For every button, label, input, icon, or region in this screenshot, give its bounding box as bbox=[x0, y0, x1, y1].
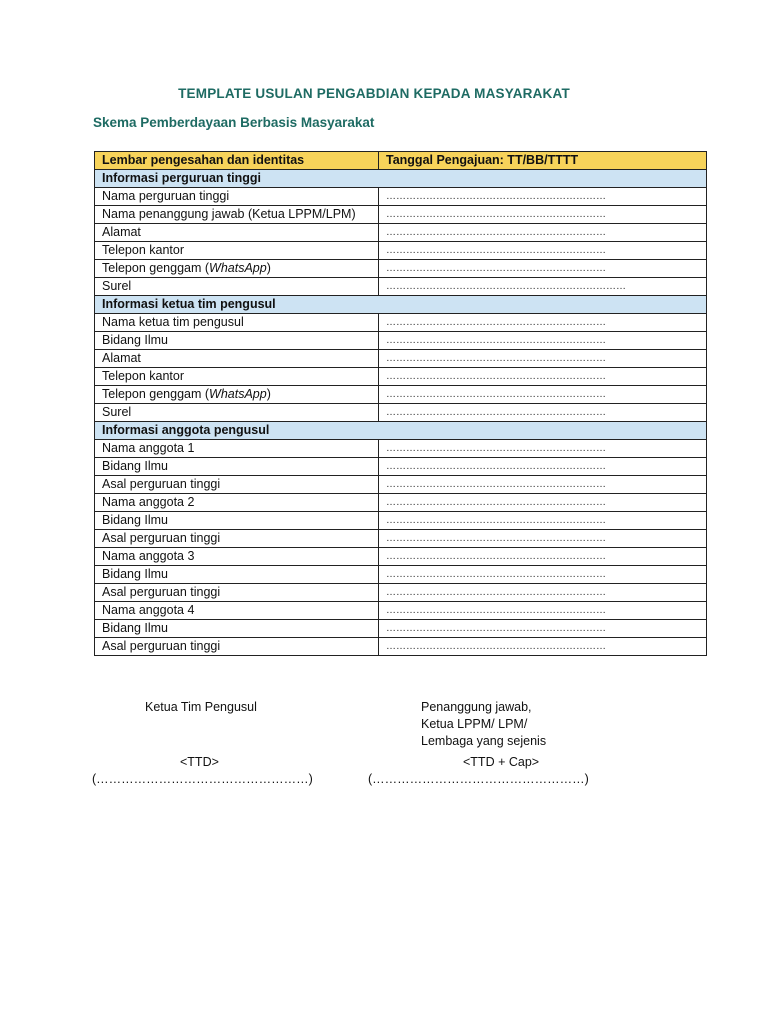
field-label: Bidang Ilmu bbox=[95, 458, 379, 476]
section-header-row bbox=[95, 170, 707, 188]
field-value-placeholder[interactable]: ………………………………………………………… bbox=[379, 458, 707, 476]
field-label-text: Telepon genggam ( bbox=[102, 261, 210, 275]
table-row bbox=[95, 260, 707, 278]
field-label: Nama ketua tim pengusul bbox=[95, 314, 379, 332]
table-row bbox=[95, 602, 707, 620]
field-value-placeholder[interactable]: ………………………………………………………… bbox=[379, 512, 707, 530]
signature-left-placeholder: <TTD> bbox=[180, 755, 219, 769]
field-label: Alamat bbox=[95, 224, 379, 242]
field-value-placeholder[interactable]: ………………………………………………………… bbox=[379, 386, 707, 404]
field-label: Nama anggota 4 bbox=[95, 602, 379, 620]
close-paren: ) bbox=[266, 261, 271, 275]
section-title: Informasi perguruan tinggi bbox=[95, 170, 707, 188]
table-row bbox=[95, 476, 707, 494]
table-row bbox=[95, 566, 707, 584]
field-value-placeholder[interactable]: ………………………………………………………… bbox=[379, 638, 707, 656]
field-value-placeholder[interactable]: ………………………………………………………… bbox=[379, 620, 707, 638]
table-row bbox=[95, 440, 707, 458]
field-value-placeholder[interactable]: ………………………………………………………… bbox=[379, 242, 707, 260]
field-label: Asal perguruan tinggi bbox=[95, 530, 379, 548]
header-right-cell: Tanggal Pengajuan: TT/BB/TTTT bbox=[379, 152, 707, 170]
field-label: Nama anggota 2 bbox=[95, 494, 379, 512]
field-label: Bidang Ilmu bbox=[95, 512, 379, 530]
table-row bbox=[95, 404, 707, 422]
field-label: Asal perguruan tinggi bbox=[95, 476, 379, 494]
table-row bbox=[95, 494, 707, 512]
field-label: Bidang Ilmu bbox=[95, 620, 379, 638]
section-header-row bbox=[95, 422, 707, 440]
field-label: Nama perguruan tinggi bbox=[95, 188, 379, 206]
signature-right-name-line[interactable]: (……………………………………………) bbox=[368, 772, 589, 786]
field-value-placeholder[interactable]: ………………………………………………………… bbox=[379, 494, 707, 512]
field-label: Nama anggota 3 bbox=[95, 548, 379, 566]
close-paren: ) bbox=[266, 387, 271, 401]
document-title: TEMPLATE USULAN PENGABDIAN KEPADA MASYARAKAT bbox=[178, 86, 570, 101]
field-label: Nama anggota 1 bbox=[95, 440, 379, 458]
field-value-placeholder[interactable]: ………………………………………………………… bbox=[379, 476, 707, 494]
table-row bbox=[95, 458, 707, 476]
field-label: Asal perguruan tinggi bbox=[95, 638, 379, 656]
field-label: Telepon kantor bbox=[95, 242, 379, 260]
header-left-cell: Lembar pengesahan dan identitas bbox=[95, 152, 379, 170]
section-title: Informasi ketua tim pengusul bbox=[95, 296, 707, 314]
signature-right-role-line: Penanggung jawab, bbox=[421, 700, 532, 714]
field-value-placeholder[interactable]: ………………………………………………………… bbox=[379, 350, 707, 368]
whatsapp-label: WhatsApp bbox=[209, 387, 267, 401]
table-row bbox=[95, 350, 707, 368]
field-value-placeholder[interactable]: ………………………………………………………… bbox=[379, 332, 707, 350]
field-value-placeholder[interactable]: ……………………………………………………………… bbox=[379, 278, 707, 296]
field-label: Nama penanggung jawab (Ketua LPPM/LPM) bbox=[95, 206, 379, 224]
signature-right-role-line: Ketua LPPM/ LPM/ bbox=[421, 717, 528, 731]
signature-right-role-line: Lembaga yang sejenis bbox=[421, 734, 547, 748]
field-value-placeholder[interactable]: ………………………………………………………… bbox=[379, 206, 707, 224]
field-label bbox=[95, 386, 379, 404]
signature-right-placeholder: <TTD + Cap> bbox=[463, 755, 540, 769]
document-subtitle: Skema Pemberdayaan Berbasis Masyarakat bbox=[93, 115, 375, 130]
signature-right-role bbox=[421, 699, 546, 750]
field-label-text: Telepon genggam ( bbox=[102, 387, 210, 401]
field-value-placeholder[interactable]: ………………………………………………………… bbox=[379, 224, 707, 242]
table-row bbox=[95, 620, 707, 638]
field-label: Alamat bbox=[95, 350, 379, 368]
table-row bbox=[95, 386, 707, 404]
table-row bbox=[95, 206, 707, 224]
whatsapp-label: WhatsApp bbox=[209, 261, 267, 275]
field-label: Bidang Ilmu bbox=[95, 332, 379, 350]
field-value-placeholder[interactable]: ………………………………………………………… bbox=[379, 530, 707, 548]
field-value-placeholder[interactable]: ………………………………………………………… bbox=[379, 368, 707, 386]
table-row bbox=[95, 278, 707, 296]
table-row bbox=[95, 530, 707, 548]
table-row bbox=[95, 332, 707, 350]
table-row bbox=[95, 584, 707, 602]
field-label: Bidang Ilmu bbox=[95, 566, 379, 584]
field-value-placeholder[interactable]: ………………………………………………………… bbox=[379, 602, 707, 620]
field-value-placeholder[interactable]: ………………………………………………………… bbox=[379, 566, 707, 584]
field-value-placeholder[interactable]: ………………………………………………………… bbox=[379, 314, 707, 332]
field-value-placeholder[interactable]: ………………………………………………………… bbox=[379, 584, 707, 602]
signature-left-role: Ketua Tim Pengusul bbox=[145, 700, 257, 714]
identity-form-table bbox=[94, 151, 707, 656]
signature-left-name-line[interactable]: (……………………………………………) bbox=[92, 772, 313, 786]
field-label bbox=[95, 260, 379, 278]
field-value-placeholder[interactable]: ………………………………………………………… bbox=[379, 188, 707, 206]
section-title: Informasi anggota pengusul bbox=[95, 422, 707, 440]
field-value-placeholder[interactable]: ………………………………………………………… bbox=[379, 440, 707, 458]
table-row bbox=[95, 314, 707, 332]
table-row bbox=[95, 368, 707, 386]
field-value-placeholder[interactable]: ………………………………………………………… bbox=[379, 548, 707, 566]
table-row bbox=[95, 548, 707, 566]
table-row bbox=[95, 242, 707, 260]
section-header-row bbox=[95, 296, 707, 314]
field-label: Telepon kantor bbox=[95, 368, 379, 386]
field-value-placeholder[interactable]: ………………………………………………………… bbox=[379, 404, 707, 422]
field-label: Surel bbox=[95, 278, 379, 296]
table-row bbox=[95, 512, 707, 530]
table-row bbox=[95, 638, 707, 656]
field-label: Asal perguruan tinggi bbox=[95, 584, 379, 602]
field-label: Surel bbox=[95, 404, 379, 422]
field-value-placeholder[interactable]: ………………………………………………………… bbox=[379, 260, 707, 278]
table-row bbox=[95, 188, 707, 206]
table-row bbox=[95, 224, 707, 242]
table-header-row bbox=[95, 152, 707, 170]
